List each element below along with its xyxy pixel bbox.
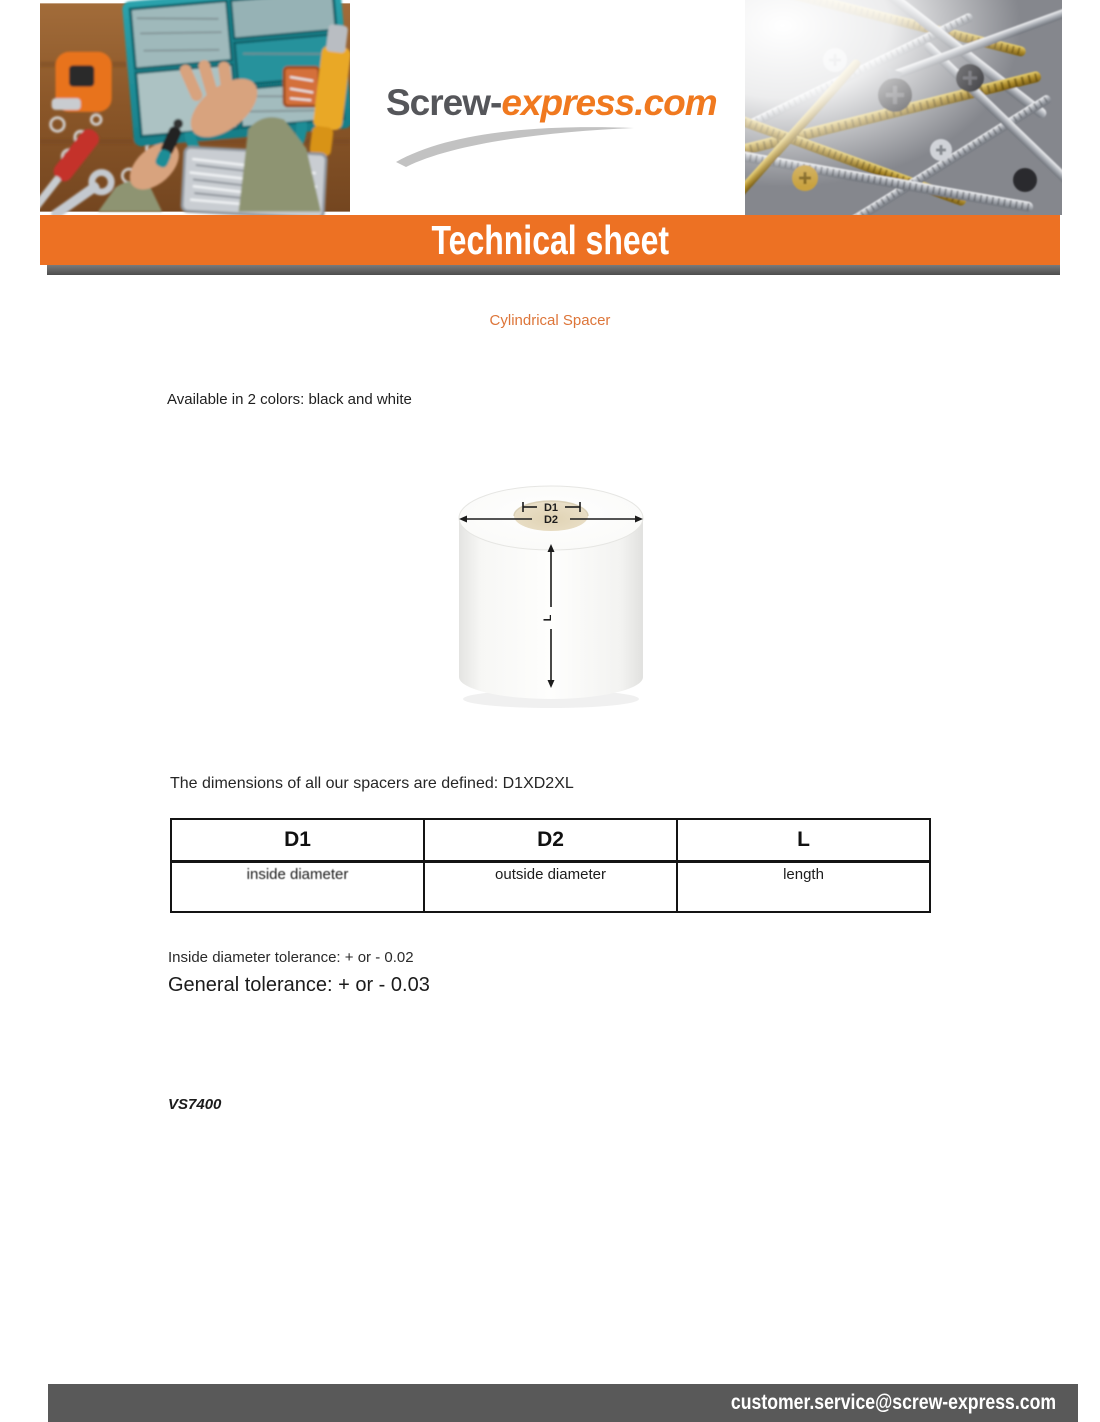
dim-label-d1: D1: [543, 502, 559, 514]
header-l: L: [677, 819, 930, 862]
product-title: Cylindrical Spacer: [489, 312, 611, 329]
inside-diameter-tolerance: Inside diameter tolerance: + or - 0.02: [168, 949, 414, 966]
workbench-photo-illustration: [40, 0, 350, 215]
dim-label-d2: D2: [543, 514, 559, 526]
logo-part-screw: Screw-: [386, 82, 502, 123]
technical-sheet-banner: [40, 215, 1060, 265]
customer-service-email: customer.service@screw-express.com: [730, 1391, 1056, 1414]
table-header-row: [171, 819, 930, 862]
header-d2: D2: [424, 819, 677, 862]
logo: [350, 0, 745, 215]
cell-length: length: [677, 862, 930, 913]
spacer-diagram-svg: [451, 480, 651, 722]
screws-photo: [745, 0, 1062, 215]
dimensions-note: The dimensions of all our spacers are defined: D1XD2XL: [170, 775, 574, 792]
logo-part-express: express.com: [501, 82, 717, 123]
workbench-photo: [40, 0, 350, 215]
banner-title: Technical sheet: [431, 216, 669, 263]
product-reference: VS7400: [168, 1096, 222, 1113]
table-row: [171, 862, 930, 913]
logo-swoosh: [390, 122, 640, 168]
dim-label-length: L: [542, 614, 554, 622]
availability-note: Available in 2 colors: black and white: [167, 391, 412, 408]
general-tolerance: General tolerance: + or - 0.03: [168, 974, 430, 996]
spacer-diagram: [451, 480, 651, 722]
screws-photo-illustration: [745, 0, 1062, 215]
banner-divider: [47, 265, 1060, 275]
header-d1: D1: [171, 819, 424, 862]
logo-text: [386, 82, 717, 124]
dimensions-table: [170, 818, 931, 913]
footer-bar: [48, 1384, 1078, 1422]
cell-inside-diameter: inside diameter: [171, 862, 424, 913]
cell-outside-diameter: outside diameter: [424, 862, 677, 913]
